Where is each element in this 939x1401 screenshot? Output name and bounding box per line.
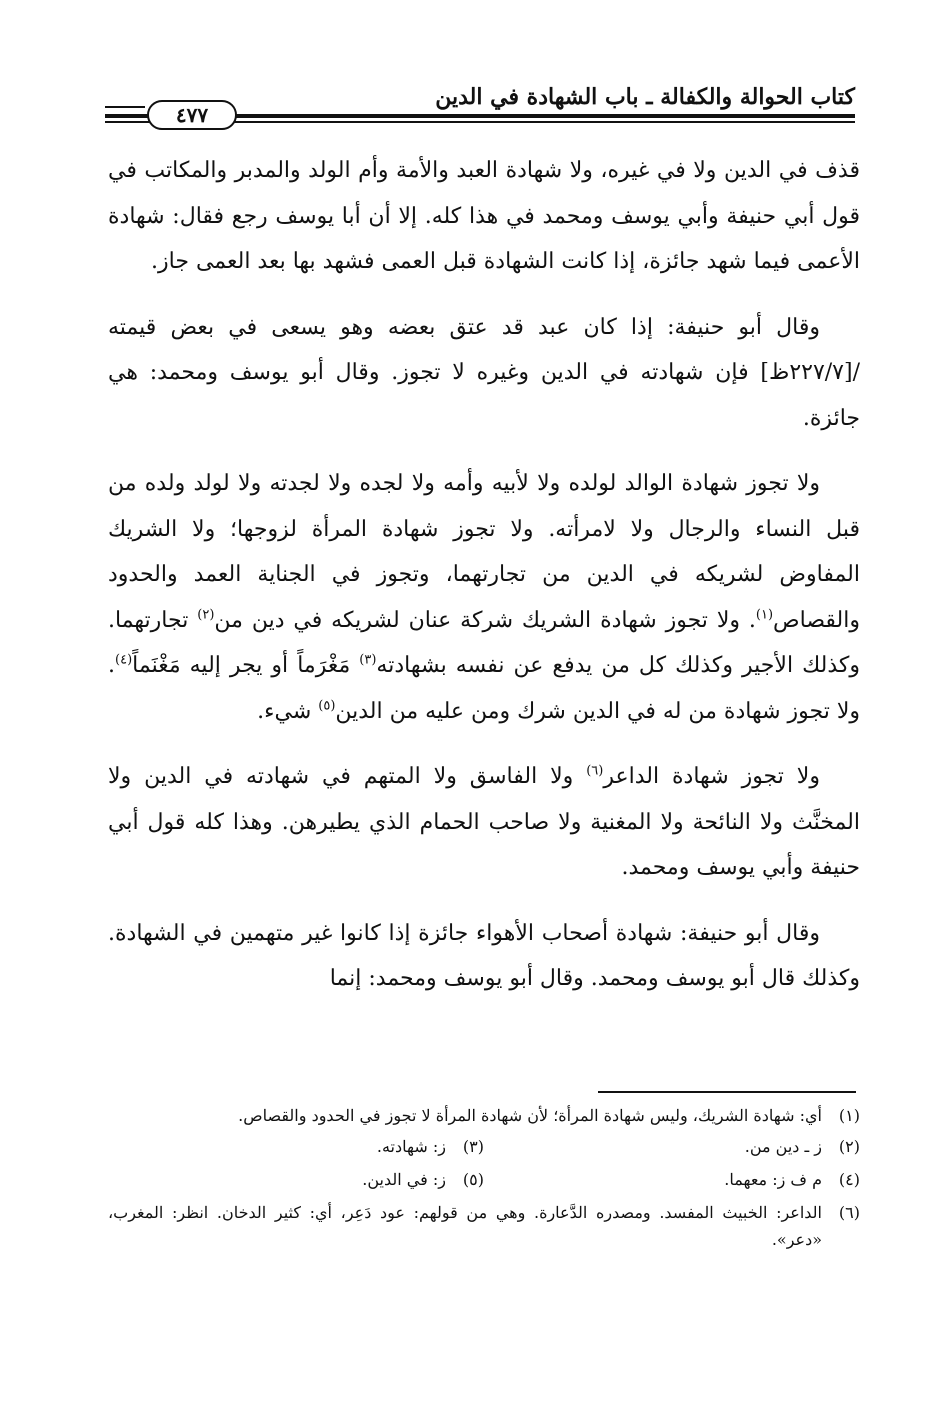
paragraph-3: ولا تجوز شهادة الوالد لولده ولا لأبيه وأمه ولا لجده ولا لجدته ولا لولد ولده من قبل النساء والرجال ولا لامرأته. ولا تجوز شهادة المرأة لزوجها؛ ولا الشريك المفاوض لشريكه في الدين من تجارتهما، وتجوز في الجناية العمد والحدود والقصاص$^{(١)}$. ولا تجوز شهادة الشريك شركة عنان لشريكه في دين من$^{(٢)}$ تجارتهما. وكذلك الأجير وكذلك كل من يدفع عن نفسه بشهادته$^{(٣)}$ مَغْرَماً أو يجر إليه مَغْنَماً$^{(٤)}$. ولا تجوز شهادة من له في الدين شرك ومن عليه من الدين$^{(٥)}$ شيء. <box>108 471 860 724</box>
footnote-number: (٤) <box>838 1170 860 1189</box>
footnote-row-4-5 <box>108 1166 860 1193</box>
footnote-text: ز: في الدين. <box>362 1170 446 1189</box>
paragraph-5: وقال أبو حنيفة: شهادة أصحاب الأهواء جائزة إذا كانوا غير متهمين في الشهادة. وكذلك قال أبو يوسف ومحمد. وقال أبو يوسف ومحمد: إنما <box>108 920 860 991</box>
footnote-text: الداعر: الخبيث المفسد. ومصدره الدَّعارة. وهي من قولهم: عود دَعِر، أي: كثير الدخان. انظر: المغرب، «دعر». <box>108 1203 822 1249</box>
paragraph-2: وقال أبو حنيفة: إذا كان عبد قد عتق بعضه وهو يسعى في بعض قيمته /[٢٢٧/٧ظ] فإن شهادته في الدين وغيره لا تجوز. وقال أبو يوسف ومحمد: هي جائزة. <box>108 314 860 431</box>
footnote-5 <box>108 1166 484 1193</box>
footnotes <box>108 1102 860 1257</box>
paragraph-1: قذف في الدين ولا في غيره، ولا شهادة العبد والأمة وأم الولد والمدبر والمكاتب في قول أبي حنيفة وأبي يوسف ومحمد في هذا كله. إلا أن أبا يوسف رجع فقال: شهادة الأعمى فيما شهد جائزة، إذا كانت الشهادة قبل العمى فشهد بها بعد العمى جاز. <box>108 158 860 274</box>
footnote-4 <box>484 1166 860 1193</box>
page-header <box>105 78 855 132</box>
header-rule-stub <box>105 106 145 108</box>
paragraph-4: ولا تجوز شهادة الداعر$^{(٦)}$ ولا الفاسق ولا المتهم في شهادته في الدين ولا المخنَّث ولا النائحة ولا المغنية ولا صاحب الحمام الذي يطيرهن. وهذا كله قول أبي حنيفة وأبي يوسف ومحمد. <box>108 763 860 880</box>
footnote-ref-1[interactable]: (١) <box>755 607 774 623</box>
footnote-text: أي: شهادة الشريك، وليس شهادة المرأة؛ لأن شهادة المرأة لا تجوز في الحدود والقصاص. <box>238 1106 822 1125</box>
footnote-1 <box>108 1102 860 1129</box>
footnote-3 <box>108 1133 484 1160</box>
running-title: كتاب الحوالة والكفالة ـ باب الشهادة في الدين <box>435 84 855 110</box>
footnote-row-2-3 <box>108 1133 860 1160</box>
footnote-ref-4[interactable]: (٤) <box>115 652 133 668</box>
footnote-number: (١) <box>838 1106 860 1125</box>
main-text <box>108 148 860 1022</box>
footnote-text: ز: شهادته. <box>376 1137 446 1156</box>
footnote-ref-5[interactable]: (٥) <box>318 698 336 714</box>
footnote-number: (٢) <box>838 1137 860 1156</box>
footnote-separator <box>598 1091 856 1093</box>
footnote-number: (٦) <box>838 1203 860 1222</box>
footnote-ref-2[interactable]: (٢) <box>197 607 215 623</box>
footnote-6 <box>108 1199 860 1253</box>
footnote-ref-6[interactable]: (٦) <box>586 763 604 779</box>
footnote-text: ز ـ دين من. <box>744 1137 822 1156</box>
footnote-number: (٣) <box>462 1137 484 1156</box>
page-number: ٤٧٧ <box>147 100 237 130</box>
footnote-2 <box>484 1133 860 1160</box>
footnote-number: (٥) <box>462 1170 484 1189</box>
footnote-ref-3[interactable]: (٣) <box>359 652 377 668</box>
footnote-text: م ف ز: معهما. <box>724 1170 822 1189</box>
